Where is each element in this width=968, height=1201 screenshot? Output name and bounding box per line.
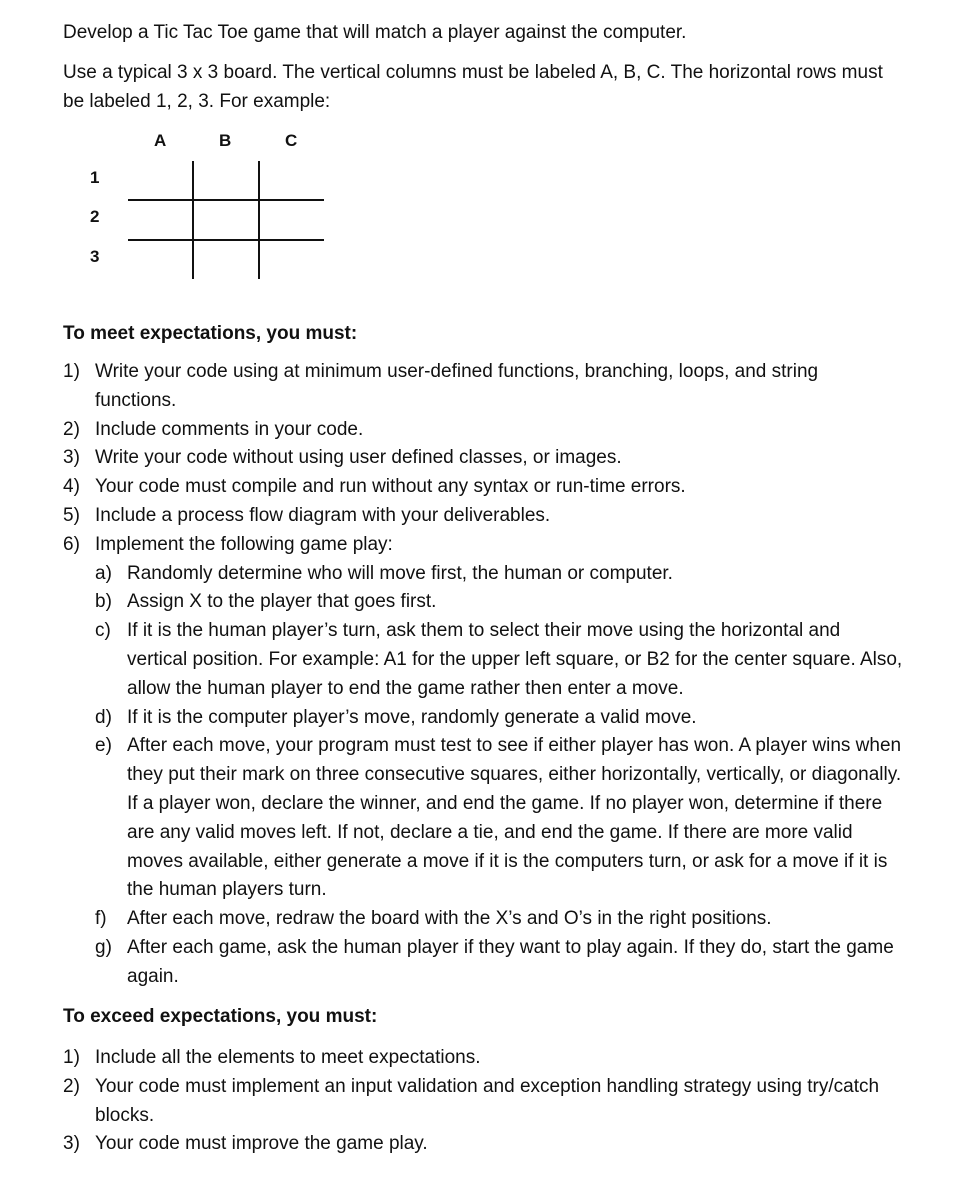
column-label-b: B	[219, 131, 232, 150]
sublist-letter: g)	[95, 936, 112, 958]
sublist-letter: b)	[95, 591, 112, 613]
game-play-sublist	[95, 560, 903, 992]
list-text: Your code must compile and run without any syntax or run-time errors.	[95, 476, 686, 498]
list-number: 6)	[63, 533, 80, 555]
list-number: 3)	[63, 1133, 80, 1155]
list-item	[63, 1130, 903, 1159]
list-item	[63, 502, 903, 531]
sublist-letter: d)	[95, 706, 112, 728]
sublist-text: Assign X to the player that goes first.	[127, 591, 437, 613]
example-board	[0, 0, 968, 300]
sublist-item	[95, 617, 903, 703]
list-number: 1)	[63, 361, 80, 382]
list-text: Your code must implement an input validation and exception handling strategy using try/catch blocks.	[95, 1075, 880, 1126]
meet-expectations-list	[63, 358, 903, 992]
row-label-2: 2	[90, 207, 100, 226]
sublist-text: Randomly determine who will move first, the human or computer.	[127, 562, 673, 584]
list-text: Include a process flow diagram with your deliverables.	[95, 504, 551, 526]
list-text: Your code must improve the game play.	[95, 1133, 428, 1155]
column-label-a: A	[154, 131, 167, 150]
list-item	[63, 444, 903, 473]
sublist-item	[95, 905, 903, 934]
list-number: 2)	[63, 1075, 80, 1097]
sublist-letter: e)	[95, 735, 112, 757]
sublist-item	[95, 704, 903, 733]
meet-expectations-heading: To meet expectations, you must:	[63, 323, 358, 344]
sublist-text: If it is the human player’s turn, ask them to select their move using the horizontal and vertical position. For example: A1 for the upper left square, or B2 for the center square. Also, allow the human player to end the game rather then enter a move.	[127, 620, 903, 699]
sublist-item	[95, 588, 903, 617]
list-item	[63, 1073, 903, 1131]
list-item	[63, 416, 903, 445]
sublist-text: After each game, ask the human player if they want to play again. If they do, start the game again.	[127, 936, 894, 987]
sublist-letter: c)	[95, 620, 111, 642]
list-text: Write your code using at minimum user-defined functions, branching, loops, and string functions.	[95, 361, 819, 411]
list-text: Include all the elements to meet expectations.	[95, 1047, 481, 1068]
sublist-letter: a)	[95, 562, 112, 584]
grid-horizontal-line-2	[128, 239, 324, 241]
sublist-item	[95, 934, 903, 992]
list-number: 3)	[63, 447, 80, 469]
sublist-text: After each move, your program must test to see if either player has won. A player wins when they put their mark on three consecutive squares, either horizontally, vertically, or diagonally. If a player won, declare the winner, and end the game. If no player won, determine if there are any valid moves left. If not, declare a tie, and end the game. If there are more valid moves available, either generate a move if it is the computers turn, or ask for a move if it is the human players turn.	[127, 735, 902, 901]
exceed-expectations-list	[63, 1044, 903, 1159]
list-number: 4)	[63, 476, 80, 498]
list-item	[63, 1044, 903, 1073]
row-label-1: 1	[90, 168, 100, 187]
column-label-c: C	[285, 131, 298, 150]
grid-horizontal-line-1	[128, 199, 324, 201]
sublist-text: If it is the computer player’s move, randomly generate a valid move.	[127, 706, 697, 728]
list-number: 5)	[63, 504, 80, 526]
intro-paragraph-1: Develop a Tic Tac Toe game that will match a player against the computer.	[63, 22, 687, 43]
grid-vertical-line-1	[192, 161, 194, 279]
list-text: Write your code without using user defined classes, or images.	[95, 447, 622, 469]
sublist-item	[95, 560, 903, 589]
grid-vertical-line-2	[258, 161, 260, 279]
list-number: 2)	[63, 418, 80, 440]
list-item	[63, 531, 903, 992]
list-text: Implement the following game play:	[95, 533, 393, 555]
row-label-3: 3	[90, 247, 100, 266]
list-item	[63, 358, 903, 416]
sublist-item	[95, 732, 903, 905]
list-number: 1)	[63, 1047, 80, 1068]
list-text: Include comments in your code.	[95, 418, 364, 440]
intro-paragraph-2: Use a typical 3 x 3 board. The vertical columns must be labeled A, B, C. The horizontal rows must be labeled 1, 2, 3. For example:	[63, 62, 883, 112]
sublist-letter: f)	[95, 908, 107, 930]
exceed-expectations-heading: To exceed expectations, you must:	[63, 1006, 378, 1027]
sublist-text: After each move, redraw the board with the X’s and O’s in the right positions.	[127, 908, 772, 930]
list-item	[63, 473, 903, 502]
